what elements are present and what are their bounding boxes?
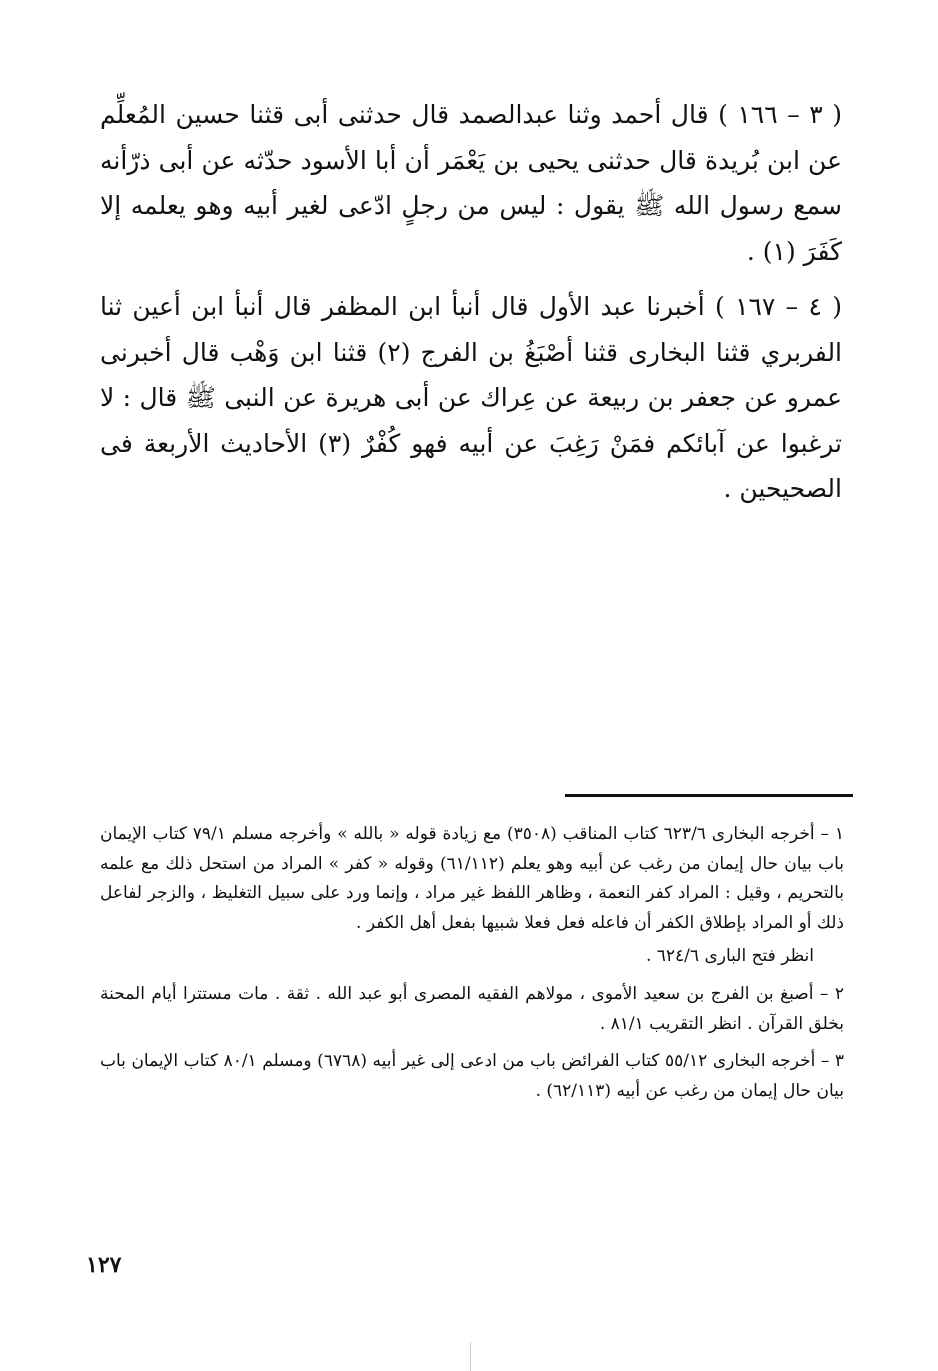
main-text-body [100,92,842,522]
footnote-divider [565,794,853,797]
hadith-paragraph-167: ( ٤ – ١٦٧ ) أخبرنا عبد الأول قال أنبأ ابن المظفر قال أنبأ ابن أعين ثنا الفربري قثنا البخارى قثنا أصْبَغُ بن الفرج (٢) قثنا ابن وَهْب قال أخبرنى عمرو عن جعفر بن ربيعة عن عِراك عن أبى هريرة عن النبى ﷺ قال : لا ترغبوا عن آبائكم فمَنْ رَغِبَ عن أبيه فهو كُفْرٌ (٣) الأحاديث الأربعة فى الصحيحين . [100,292,843,503]
footnote-3: ٣ – أخرجه البخارى ٥٥/١٢ كتاب الفرائض باب من ادعى إلى غير أبيه (٦٧٦٨) ومسلم ٨٠/١ كتاب الإيمان باب بيان حال إيمان من رغب عن أبيه (٦٢/١١٣) . [100,1051,845,1101]
footnote-1-reference: انظر فتح البارى ٦٢٤/٦ . [645,946,814,967]
footnote-2: ٢ – أصبغ بن الفرج بن سعيد الأموى ، مولاهم الفقيه المصرى أبو عبد الله . ثقة . مات مستترا أيام المحنة بخلق القرآن . انظر التقريب ٨١/١ . [100,983,844,1034]
scan-crease-line [470,1342,471,1371]
footnote-1: ١ – أخرجه البخارى ٦٢٣/٦ كتاب المناقب (٣٥٠٨) مع زيادة قوله « بالله » وأخرجه مسلم ٧٩/١ كتاب الإيمان باب بيان حال إيمان من رغب عن أبيه وهو يعلم (٦١/١١٢) وقوله « كفر » المراد من استحل ذلك مع علمه بالتحريم ، وقيل : المراد كفر النعمة ، وظاهر اللفظ غير مراد ، وإنما ورد على سبيل التغليظ ، والزجر لفاعل ذلك أو المراد بإطلاق الكفر أن فاعله فعل فعلا شبيها بفعل أهل الكفر . [100,824,844,933]
page-number: ١٢٧ [86,1252,122,1278]
hadith-paragraph-166: ( ٣ – ١٦٦ ) قال أحمد وثنا عبدالصمد قال حدثنى أبى قثنا حسين المُعلِّم عن ابن بُريدة قال حدثنى يحيى بن يَعْمَر أن أبا الأسود حدّثه عن أبى ذرّأنه سمع رسول الله ﷺ يقول : ليس من رجلٍ ادّعى لغير أبيه وهو يعلمه إلا كَفَرَ (١) . [100,100,842,266]
footnotes-section [100,820,844,1114]
